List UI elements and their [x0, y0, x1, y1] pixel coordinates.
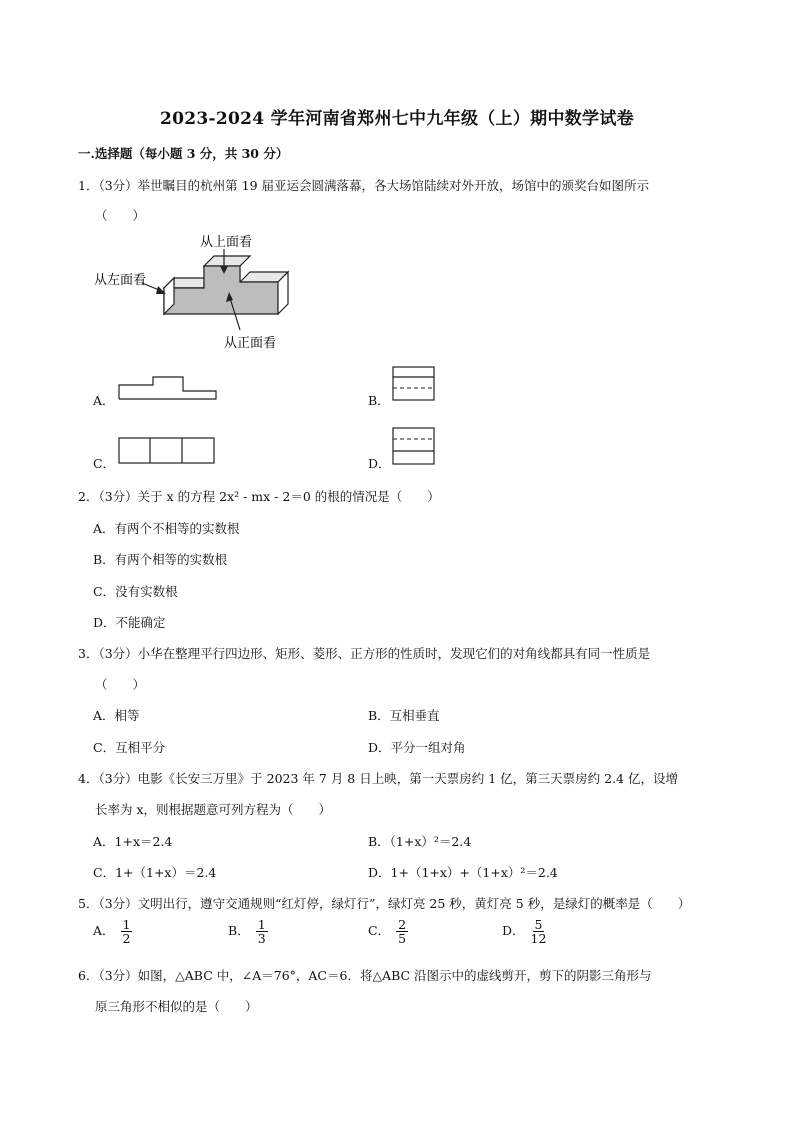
q2-option-c[interactable]: C．没有实数根	[93, 584, 178, 599]
page-title: 2023-2024 学年河南省郑州七中九年级（上）期中数学试卷	[160, 109, 634, 129]
q1-option-d-label[interactable]: D．	[368, 456, 391, 471]
q5-option-d[interactable]	[502, 918, 546, 945]
section-heading: 一.选择题（每小题 3 分，共 30 分）	[78, 146, 289, 161]
q3-line1: 3．（3分）小华在整理平行四边形、矩形、菱形、正方形的性质时，发现它们的对角线都具有同一性质是	[78, 646, 651, 661]
q3-option-a[interactable]: A．相等	[93, 708, 140, 723]
q3-option-c[interactable]: C．互相平分	[93, 740, 166, 755]
podium-figure	[90, 226, 300, 354]
q5-option-d-fraction	[531, 918, 547, 945]
q2-stem: 2．（3分）关于 x 的方程 2x² - mx - 2＝0 的根的情况是（ ）	[78, 489, 440, 504]
q5-option-d-denominator: 12	[530, 931, 547, 947]
label-left-view: 从左面看	[94, 273, 147, 288]
q5-option-a-denominator: 2	[122, 931, 131, 947]
q5-option-a-fraction	[121, 918, 133, 945]
q5-option-c-denominator: 5	[398, 931, 407, 947]
q4-option-c[interactable]: C．1+（1+x）＝2.4	[93, 865, 217, 880]
q1-option-d-figure	[392, 427, 436, 467]
q4-line2: 长率为 x，则根据题意可列方程为（ ）	[95, 802, 332, 817]
q5-option-a-label: A．	[93, 923, 115, 939]
label-front-view: 从正面看	[224, 336, 277, 351]
q2-option-d[interactable]: D．不能确定	[93, 615, 166, 630]
q1-line2: （ ）	[95, 208, 146, 223]
q4-line1: 4．（3分）电影《长安三万里》于 2023 年 7 月 8 日上映，第一天票房约 1 亿，第三天票房约 2.4 亿，设增	[78, 771, 678, 786]
q3-option-b[interactable]: B．互相垂直	[368, 708, 440, 723]
q6-line2: 原三角形不相似的是（ ）	[95, 999, 258, 1014]
label-top-view: 从上面看	[200, 235, 253, 250]
q5-option-c-label: C．	[368, 923, 391, 939]
q3-line2: （ ）	[95, 677, 146, 692]
q1-line1: 1．（3分）举世瞩目的杭州第 19 届亚运会圆满落幕，各大场馆陆续对外开放，场馆中的颁奖台如图所示	[78, 178, 650, 193]
q5-option-b-denominator: 3	[257, 931, 266, 947]
q1-option-c-figure	[118, 437, 216, 465]
q5-stem: 5．（3分）文明出行，遵守交通规则“红灯停，绿灯行”，绿灯亮 25 秒，黄灯亮 5 秒，是绿灯的概率是（ ）	[78, 896, 691, 911]
q5-option-c-fraction	[396, 918, 408, 945]
q1-option-a-label[interactable]: A．	[93, 393, 115, 408]
podium-top-step	[204, 256, 250, 266]
q5-option-c-numerator: 2	[398, 917, 407, 932]
q1-option-b-figure	[392, 366, 436, 402]
q5-option-b[interactable]	[228, 918, 268, 945]
q2-option-b[interactable]: B．有两个相等的实数根	[93, 552, 228, 567]
q5-option-d-label: D．	[502, 923, 525, 939]
q4-option-a[interactable]: A．1+x＝2.4	[93, 834, 173, 849]
q3-option-d[interactable]: D．平分一组对角	[368, 740, 466, 755]
q5-option-c[interactable]	[368, 918, 408, 945]
q4-option-b[interactable]: B．（1+x）²＝2.4	[368, 834, 472, 849]
q5-option-b-fraction	[256, 918, 268, 945]
q5-option-a-numerator: 1	[122, 917, 131, 932]
q6-line1: 6．（3分）如图，△ABC 中，∠A＝76°，AC＝6．将△ABC 沿图示中的虚线剪开，剪下的阴影三角形与	[78, 968, 652, 983]
q5-option-b-numerator: 1	[257, 917, 266, 932]
q5-option-b-label: B．	[228, 923, 250, 939]
q5-option-d-numerator: 5	[534, 917, 543, 932]
q1-option-b-label[interactable]: B．	[368, 393, 390, 408]
q1-option-a-figure	[118, 375, 218, 403]
q2-option-a[interactable]: A．有两个不相等的实数根	[93, 521, 240, 536]
q5-option-a[interactable]	[93, 918, 132, 945]
q1-option-c-label[interactable]: C．	[93, 456, 116, 471]
q4-option-d[interactable]: D．1+（1+x）+（1+x）²＝2.4	[368, 865, 558, 880]
